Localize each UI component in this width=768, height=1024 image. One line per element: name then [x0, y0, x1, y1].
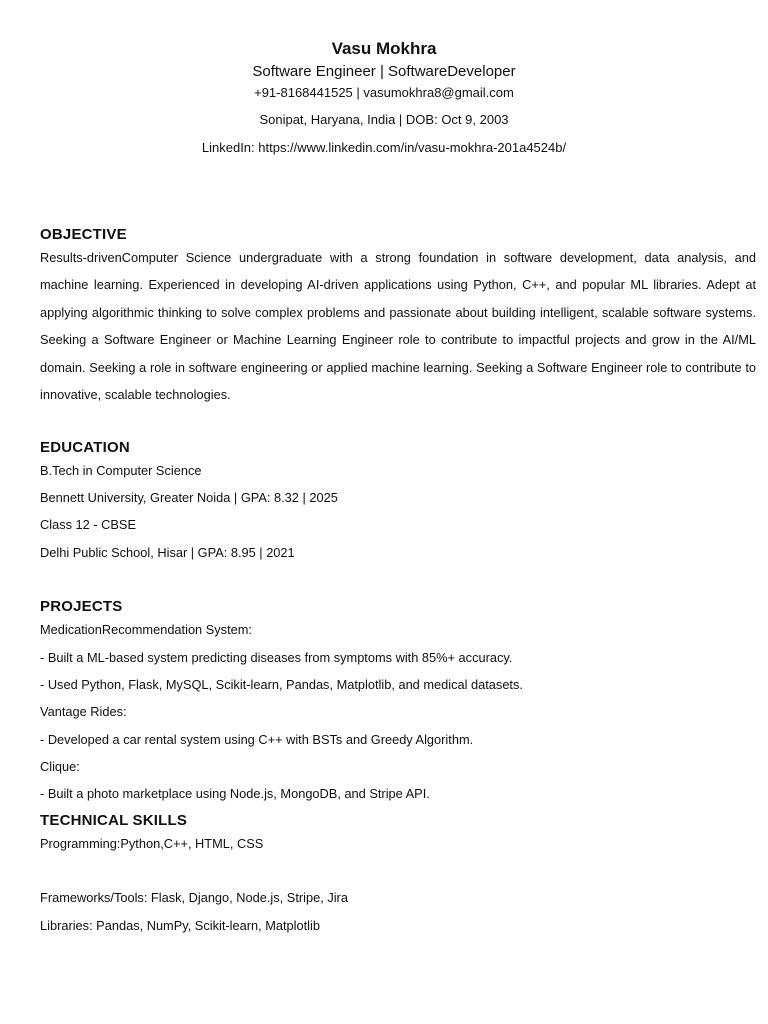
skill-line: Frameworks/Tools: Flask, Django, Node.js, Stripe, Jira	[40, 890, 348, 905]
project-line: MedicationRecommendation System:	[40, 622, 252, 637]
education-line: Bennett University, Greater Noida | GPA: 8.32 | 2025	[40, 490, 338, 505]
project-line: Vantage Rides:	[40, 704, 127, 719]
candidate-name: Vasu Mokhra	[331, 39, 437, 58]
education-line: Class 12 - CBSE	[40, 517, 137, 532]
linkedin-line: LinkedIn: https://www.linkedin.com/in/vasu-mokhra-201a4524b/	[201, 140, 567, 155]
job-title: Software Engineer | SoftwareDeveloper	[252, 63, 516, 80]
contact-line: +91-8168441525 | vasumokhra8@gmail.com	[254, 85, 514, 100]
education-line: Delhi Public School, Hisar | GPA: 8.95 | 2021	[40, 545, 295, 560]
objective-heading: OBJECTIVE	[40, 226, 127, 243]
project-line: Clique:	[40, 759, 80, 774]
project-line: - Built a photo marketplace using Node.js, MongoDB, and Stripe API.	[40, 786, 430, 801]
skill-line: Libraries: Pandas, NumPy, Scikit-learn, Matplotlib	[40, 918, 320, 933]
objective-text: Results-drivenComputer Science undergraduate with a strong foundation in software development, data analysis, and machine learning. Experienced in developing AI-driven applications using Python, C++, and popular ML libraries. Adept at applying algorithmic thinking to solve complex problems and passionate about building intelligent, scalable software systems. Seeking a Software Engineer or Machine Learning Engineer role to contribute to impactful projects and grow in the AI/ML domain. Seeking a role in software engineering or applied machine learning. Seeking a Software Engineer role to contribute to innovative, scalable technologies.	[40, 250, 756, 403]
project-line: - Used Python, Flask, MySQL, Scikit-learn, Pandas, Matplotlib, and medical datasets.	[40, 677, 523, 692]
location-line: Sonipat, Haryana, India | DOB: Oct 9, 2003	[259, 112, 509, 127]
project-line: - Built a ML-based system predicting diseases from symptoms with 85%+ accuracy.	[40, 650, 513, 665]
projects-heading: PROJECTS	[40, 598, 123, 615]
skill-line: Programming:Python,C++, HTML, CSS	[40, 836, 264, 851]
project-line: - Developed a car rental system using C++ with BSTs and Greedy Algorithm.	[40, 732, 474, 747]
skills-heading: TECHNICAL SKILLS	[40, 812, 188, 829]
education-heading: EDUCATION	[40, 439, 130, 456]
education-line: B.Tech in Computer Science	[40, 463, 202, 478]
